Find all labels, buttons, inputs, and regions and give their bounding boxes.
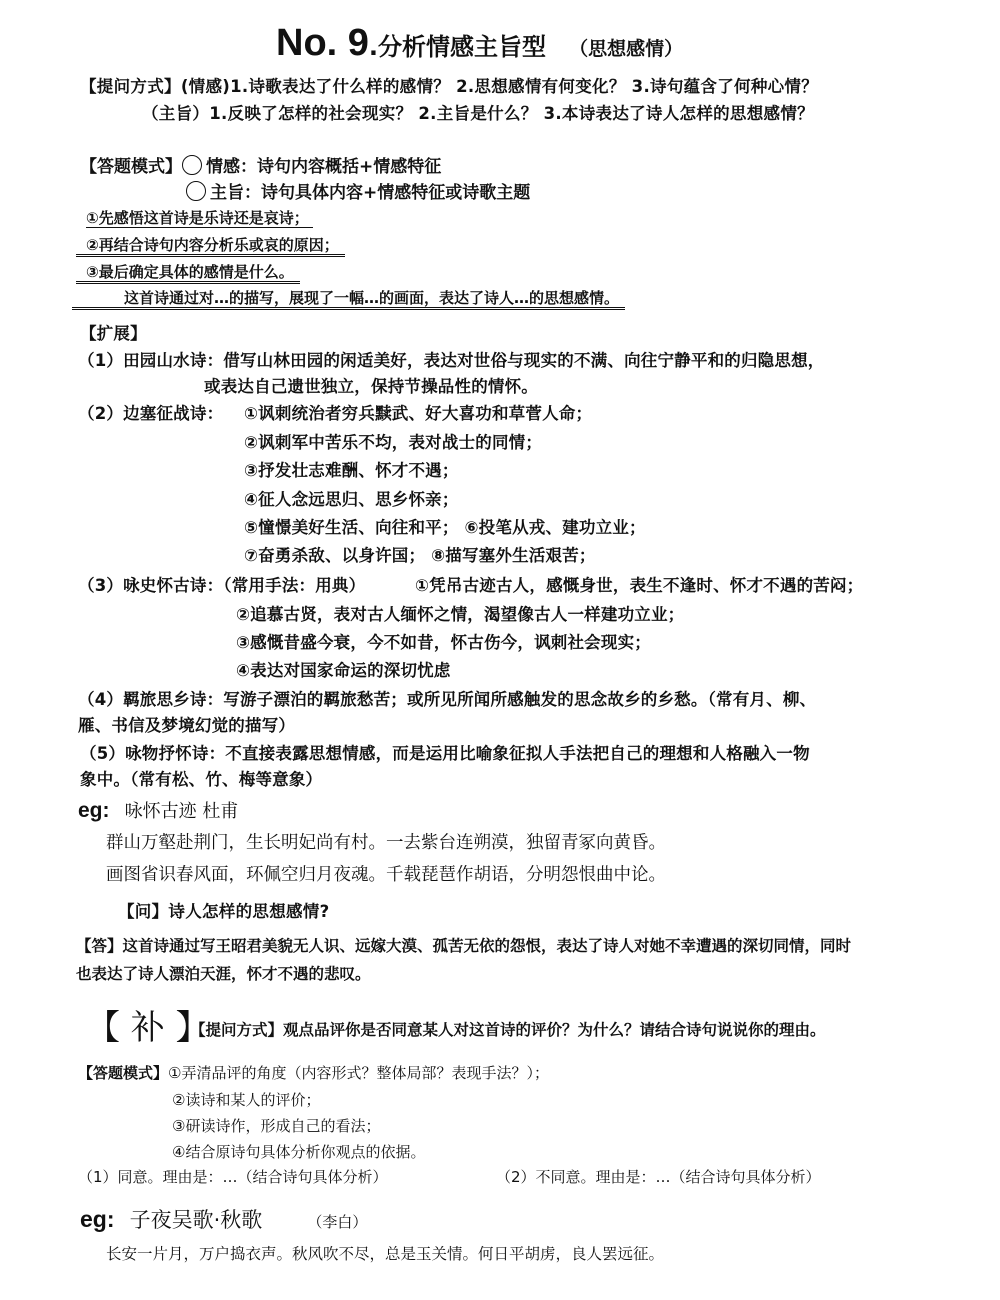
answer-step-2: ②再结合诗句内容分析乐或哀的原因； [76, 234, 345, 255]
supplement-agree: （1）同意。理由是：…（结合诗句具体分析） [78, 1168, 388, 1186]
example1-heading [78, 797, 238, 823]
supplement-disagree: （2）不同意。理由是：…（结合诗句具体分析） [496, 1168, 821, 1186]
title-main: .分析情感主旨型 [368, 33, 547, 61]
circle-icon [182, 155, 202, 175]
frontier-item: ②讽刺军中苦乐不均，表对战士的同情； [244, 433, 543, 452]
supplement-mode-item: ④结合原诗句具体分析你观点的依据。 [172, 1143, 426, 1161]
answer-mode-theme-text: 主旨：诗句具体内容+情感特征或诗歌主题 [210, 183, 531, 203]
example1-answer-line-1: 【答】这首诗通过写王昭君美貌无人识、远嫁大漠、孤苦无依的怨恨，表达了诗人对她不幸遭遇的深切同情，同时 [76, 937, 852, 955]
example1-poem-line-1: 群山万壑赴荆门，生长明妃尚有村。一去紫台连朔漠，独留青冢向黄昏。 [106, 833, 666, 853]
pastoral-line-2: 或表达自己遗世独立，保持节操品性的情怀。 [204, 377, 538, 396]
title-subtitle: （思想感情） [569, 38, 684, 60]
frontier-item: ④征人念远思归、思乡怀亲； [244, 490, 459, 509]
circle-icon [186, 181, 206, 201]
supplement-mode-line-1 [78, 1062, 549, 1083]
example1-answer-line-2: 也表达了诗人漂泊天涯，怀才不遇的悲叹。 [76, 965, 371, 983]
pastoral-line-1: （1）田园山水诗：借写山林田园的闲适美好，表达对世俗与现实的不满、向往宁静平和的归隐思想， [78, 351, 825, 370]
title-number: No. 9 [276, 22, 369, 64]
example2-title: 子夜吴歌·秋歌 [129, 1208, 263, 1232]
example1-question: 【问】诗人怎样的思想感情? [118, 902, 330, 921]
supplement-mode-item: ①弄清品评的角度（内容形式？整体局部？表现手法？）； [168, 1064, 549, 1082]
eg-label: eg: [78, 799, 110, 822]
supplement-mode-label: 【答题模式】 [78, 1064, 169, 1082]
history-item: ②追慕古贤，表对古人缅怀之情，渴望像古人一样建功立业； [236, 605, 685, 624]
frontier-item: ①讽刺统治者穷兵黩武、好大喜功和草菅人命； [244, 404, 593, 423]
answer-step-1: ①先感悟这首诗是乐诗还是哀诗； [86, 207, 313, 228]
travel-line-1: （4）羁旅思乡诗：写游子漂泊的羁旅愁苦；或所见所闻所感触发的思念故乡的乡愁。（常有月、柳、 [78, 690, 817, 709]
history-head: （3）咏史怀古诗：（常用手法：用典） [78, 576, 366, 595]
answer-mode-emotion [80, 152, 441, 177]
example2-heading [80, 1204, 367, 1234]
ask-theme-line: （主旨）1.反映了怎样的社会现实？ 2.主旨是什么？ 3.本诗表达了诗人怎样的思想感情？ [142, 104, 814, 123]
example1-title: 咏怀古迹 杜甫 [124, 801, 239, 822]
answer-mode-label: 【答题模式】 [80, 157, 182, 177]
supplement-mode-item: ②读诗和某人的评价； [172, 1091, 321, 1109]
supplement-ask-label: 【提问方式】 [190, 1021, 284, 1039]
supplement-mark: 【 补 】 [86, 1008, 210, 1048]
page-title [276, 22, 683, 65]
example1-poem-line-2: 画图省识春风面，环佩空归月夜魂。千载琵琶作胡语，分明怨恨曲中论。 [106, 865, 666, 885]
history-item: ③感慨昔盛今衰，今不如昔，怀古伤今，讽刺社会现实； [236, 633, 651, 652]
extension-label: 【扩展】 [80, 324, 147, 343]
ask-label: 【提问方式】 [80, 77, 181, 96]
travel-line-2: 雁、书信及梦境幻觉的描写） [78, 716, 296, 735]
frontier-item: ③抒发壮志难酬、怀才不遇； [244, 461, 459, 480]
answer-template: 这首诗通过对…的描写，展现了一幅…的画面，表达了诗人…的思想感情。 [72, 287, 625, 308]
frontier-item: ⑦奋勇杀敌、以身许国； ⑧描写塞外生活艰苦； [244, 546, 596, 565]
example2-poem-line: 长安一片月，万户捣衣声。秋风吹不尽，总是玉关情。何日平胡虏，良人罢远征。 [106, 1245, 665, 1263]
eg-label: eg: [80, 1206, 115, 1232]
frontier-item: ⑤憧憬美好生活、向往和平； ⑥投笔从戎、建功立业； [244, 518, 646, 537]
history-item: ④表达对国家命运的深切忧虑 [236, 661, 451, 680]
object-line-1: （5）咏物抒怀诗：不直接表露思想情感，而是运用比喻象征拟人手法把自己的理想和人格融入一物 [80, 744, 810, 763]
answer-mode-theme [186, 178, 530, 203]
supplement-ask [190, 1018, 826, 1040]
frontier-head: （2）边塞征战诗： [78, 404, 224, 423]
example2-author: （李白） [307, 1213, 368, 1231]
object-line-2: 象中。（常有松、竹、梅等意象） [80, 770, 323, 789]
answer-mode-emotion-text: 情感：诗句内容概括+情感特征 [206, 157, 442, 177]
ask-emotion-line [80, 73, 818, 97]
answer-step-3: ③最后确定具体的感情是什么。 [76, 261, 300, 282]
supplement-ask-text: 观点品评你是否同意某人对这首诗的评价？为什么？请结合诗句说说你的理由。 [283, 1021, 826, 1039]
history-item: ①凭吊古迹古人，感慨身世，表生不逢时、怀才不遇的苦闷； [415, 576, 864, 595]
supplement-mode-item: ③研读诗作，形成自己的看法； [172, 1117, 381, 1135]
ask-emotion-text: (情感)1.诗歌表达了什么样的感情？ 2.思想感情有何变化？ 3.诗句蕴含了何种心情？ [180, 77, 819, 96]
